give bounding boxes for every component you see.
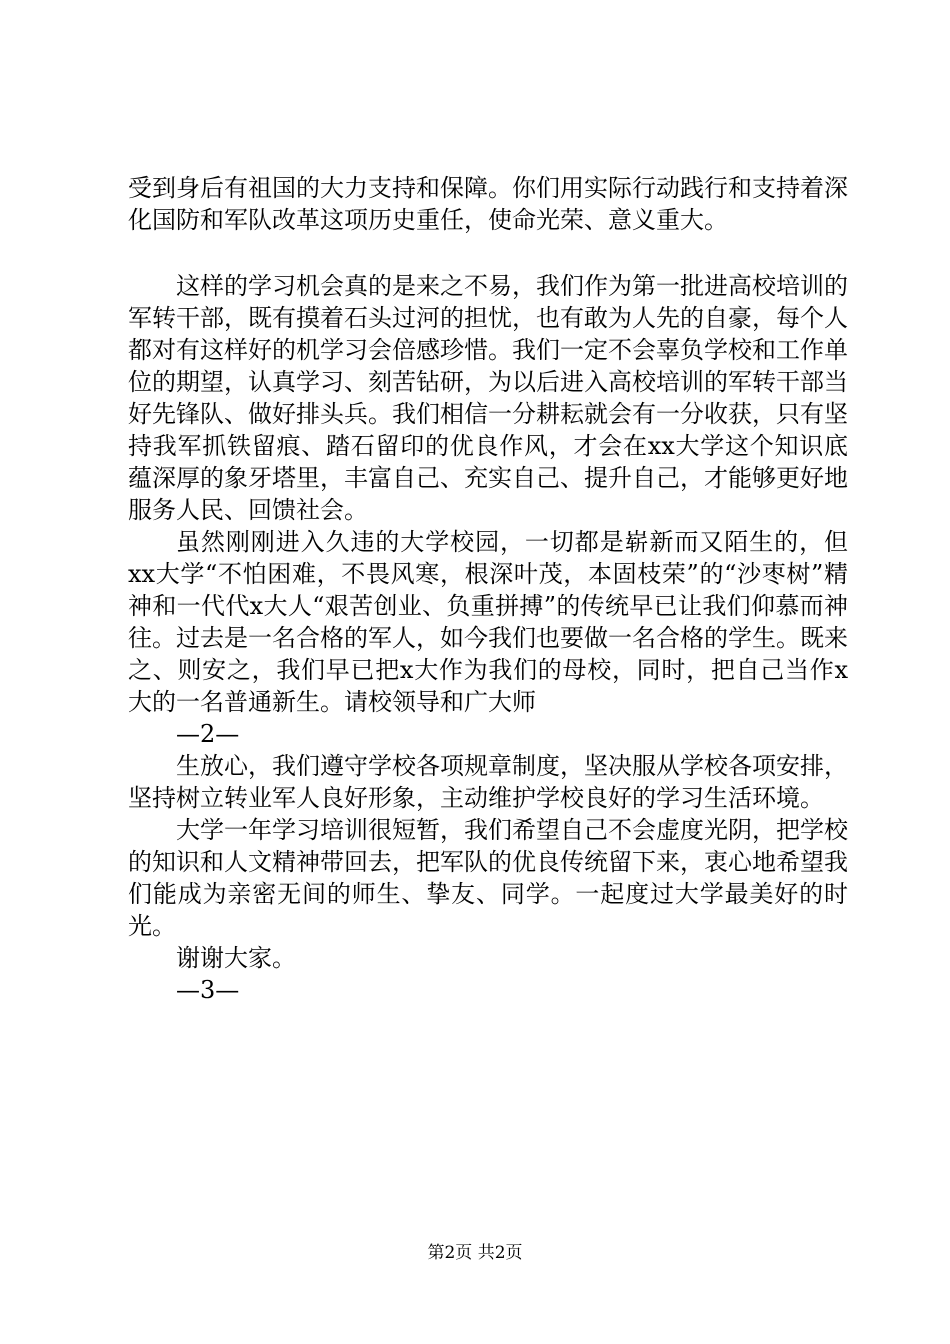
paragraph-2: 这样的学习机会真的是来之不易，我们作为第一批进高校培训的军转干部，既有摸着石头过河的担忧，也有敢为人先的自豪，每个人都对有这样好的机学习会倍感珍惜。我们一定不会辜负学校和工作单位的期望，认真学习、刻苦钻研，为以后进入高校培训的军转干部当好先锋队、做好排头兵。我们相信一分耕耘就会有一分收获，只有坚持我军抓铁留痕、踏石留印的优良作风，才会在xx大学这个知识底蕴深厚的象牙塔里，丰富自己、充实自己、提升自己，才能够更好地服务人民、回馈社会。 (128, 272, 848, 524)
page-marker-3: —3— (176, 976, 240, 1004)
paragraph-1: 受到身后有祖国的大力支持和保障。你们用实际行动践行和支持着深化国防和军队改革这项历史重任，使命光荣、意义重大。 (128, 174, 848, 234)
page-footer: 第2页 共2页 (427, 1243, 523, 1263)
paragraph-3: 虽然刚刚进入久违的大学校园，一切都是崭新而又陌生的，但xx大学“不怕困难，不畏风寒，根深叶茂，本固枝荣”的“沙枣树”精神和一代代x大人“艰苦创业、负重拼搏”的传统早已让我们仰慕而神往。过去是一名合格的军人，如今我们也要做一名合格的学生。既来之、则安之，我们早已把x大作为我们的母校，同时，把自己当作x大的一名普通新生。请校领导和广大师 (128, 528, 848, 716)
paragraph-5: 大学一年学习培训很短暂，我们希望自己不会虚度光阴，把学校的知识和人文精神带回去，把军队的优良传统留下来，衷心地希望我们能成为亲密无间的师生、挚友、同学。一起度过大学最美好的时光。 (128, 816, 848, 940)
page-marker-2: —2— (176, 720, 240, 748)
paragraph-4: 生放心，我们遵守学校各项规章制度，坚决服从学校各项安排，坚持树立转业军人良好形象，主动维护学校良好的学习生活环境。 (128, 752, 848, 812)
document-body (128, 172, 848, 1006)
paragraph-6: 谢谢大家。 (176, 944, 296, 972)
